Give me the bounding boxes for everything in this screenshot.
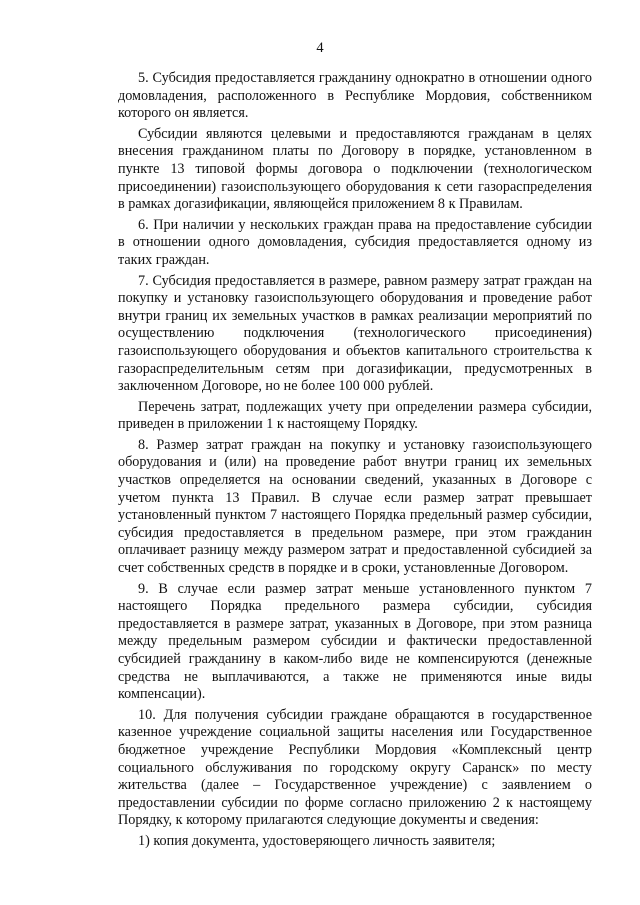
paragraph-6: 6. При наличии у нескольких граждан права на предоставление субсидии в отношении одного домовладения, субсидия предоставляется одному из таких граждан. — [118, 216, 592, 268]
page-number: 4 — [316, 40, 324, 56]
paragraph-7: 7. Субсидия предоставляется в размере, равном размеру затрат граждан на покупку и установку газоиспользующего оборудования и проведение работ внутри границ их земельных участков в рамках реализации мероприятий по осуществлению подключения (технологического присоединения) газоиспользующего оборудования и объектов капитального строительства к газораспределительным сетям при догазификации, предусмотренных в заключенном Договоре, но не более 100 000 рублей. — [118, 272, 592, 395]
list-item-1: 1) копия документа, удостоверяющего личность заявителя; — [138, 832, 496, 849]
document-body — [118, 70, 592, 851]
paragraph-10: 10. Для получения субсидии граждане обращаются в государственное казенное учреждение социальной защиты населения или Государственное бюджетное учреждение Республики Мордовия «Комплексный центр социального обслуживания по городскому округу Саранск» по месту жительства (далее – Государственное учреждение) с заявлением о предоставлении субсидии по форме согласно приложению 2 к настоящему Порядку, к которому прилагаются следующие документы и сведения: — [118, 706, 592, 829]
paragraph-5: 5. Субсидия предоставляется гражданину однократно в отношении одного домовладения, расположенного в Республике Мордовия, собственником которого он является. — [118, 70, 592, 122]
paragraph-9: 9. В случае если размер затрат меньше установленного пунктом 7 настоящего Порядка предельного размера субсидии, субсидия предоставляется в размере затрат, указанных в Договоре, при этом разница между предельным размером субсидии и фактически предоставленной субсидией гражданину в каком-либо виде не компенсируются (денежные средства не выплачиваются, а также не применяются иные виды компенсации). — [118, 580, 592, 703]
paragraph-cost-list: Перечень затрат, подлежащих учету при определении размера субсидии, приведен в приложении 1 к настоящему Порядку. — [118, 398, 592, 433]
paragraph-8: 8. Размер затрат граждан на покупку и установку газоиспользующего оборудования и (или) на проведение работ внутри границ их земельных участков определяется на основании сведений, указанных в Договоре с учетом пункта 13 Правил. В случае если размер затрат превышает установленный пунктом 7 настоящего Порядка предельный размер субсидии, субсидия предоставляется в предельном размере, при этом гражданин оплачивает разницу между размером затрат и предоставленной субсидией за счет собственных средств в порядке и в сроки, установленные Договором. — [118, 436, 592, 577]
paragraph-subsidies-purpose: Субсидии являются целевыми и предоставляются гражданам в целях внесения гражданином платы по Договору в порядке, установленном в пункте 13 типовой формы договора о подключении (технологическом присоединении) газоиспользующего оборудования к сети газораспределения в рамках догазификации, являющейся приложением 8 к Правилам. — [118, 125, 592, 213]
